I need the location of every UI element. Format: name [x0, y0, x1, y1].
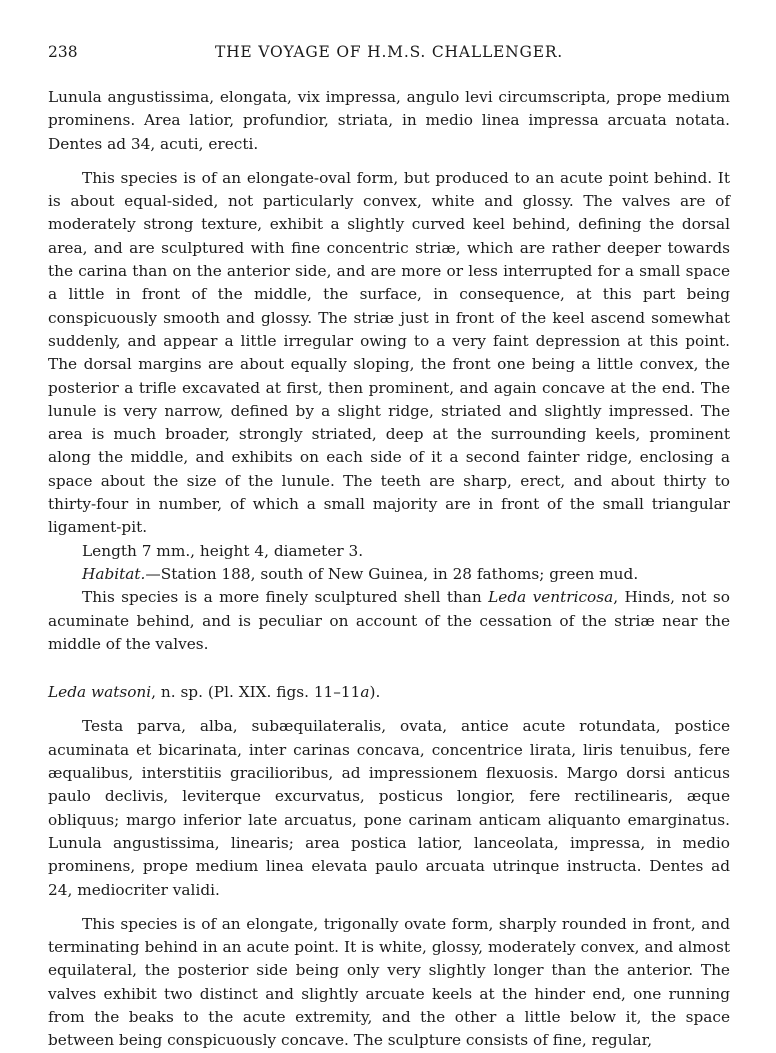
- habitat-label: Habitat.: [82, 564, 146, 583]
- species-name: Leda watsoni: [48, 683, 152, 702]
- running-title: THE VOYAGE OF H.M.S. CHALLENGER.: [214, 43, 564, 61]
- species-figure-letter: a: [360, 683, 370, 702]
- habitat-line: [48, 563, 730, 586]
- species-description-paragraph: This species is of an elongate-oval form, but produced to an acute point behind. It is about equal-sided, not particularly convex, white and glossy. The valves are of moderately strong texture, exhibit a slightly curved keel behind, defining the dorsal area, and are sculptured with fine concentric striæ, which are rather deeper towards the carina than on the anterior side, and are more or less interrupted for a small space a little in front of the middle, the surface, in consequence, at this part being conspicuously smooth and glossy. The striæ just in front of the keel ascend somewhat suddenly, and appear a little irregular owing to a very faint depression at this point. The dorsal margins are about equally sloping, the front one being a little convex, the posterior a trifle excavated at first, then prominent, and again concave at the end. The lunule is very narrow, defined by a slight ridge, striated and slightly impressed. The area is much broader, strongly striated, deep at the surrounding keels, prominent along the middle, and exhibits on each side of it a second fainter ridge, enclosing a space about the size of the lunule. The teeth are sharp, erect, and about thirty to thirty-four in number, of which a small majority are in front of the small triangular ligament-pit.: [48, 168, 730, 537]
- species-reference: , n. sp. (Pl. XIX. figs. 11–11: [151, 683, 361, 702]
- species-reference-end: ).: [369, 683, 381, 702]
- page-body: [48, 86, 730, 1053]
- document-page: [48, 0, 730, 1050]
- habitat-text: —Station 188, south of New Guinea, in 28 fathoms; green mud.: [145, 564, 639, 583]
- comparison-text-start: This species is a more finely sculptured shell than: [82, 588, 489, 607]
- species-heading: [48, 681, 730, 704]
- latin-diagnosis-paragraph: Testa parva, alba, subæquilateralis, ovata, antice acute rotundata, postice acuminata et bicarinata, inter carinas concava, concentrice lirata, liris tenuibus, fere æqualibus, interstitiis gracilioribus, ad impressionem flexuosis. Margo dorsi anticus paulo declivis, leviterque excurvatus, posticus longior, fere rectilinearis, æque obliquus; margo inferior late arcuatus, pone carinam anticam aliquanto emarginatus. Lunula angustissima, linearis; area postica latior, lanceolata, impressa, in medio prominens, prope medium linea elevata paulo arcuata utrinque instructa. Dentes ad 24, mediocriter validi.: [48, 717, 730, 899]
- compared-species-name: Leda ventricosa: [488, 588, 614, 607]
- page-header: [48, 43, 730, 65]
- comparison-text-end: , Hinds, not so acuminate behind, and is peculiar on account of the cessation of the striæ near the middle of the valves.: [48, 588, 730, 653]
- page-number: 238: [48, 43, 78, 61]
- second-description-paragraph: This species is of an elongate, trigonally ovate form, sharply rounded in front, and terminating behind in an acute point. It is white, glossy, moderately convex, and almost equilateral, the posterior side being only very slightly longer than the anterior. The valves exhibit two distinct and slightly arcuate keels at the hinder end, one running from the beaks to the acute extremity, and the other a little below it, the space between being conspicuously concave. The sculpture consists of fine, regular,: [48, 914, 730, 1050]
- comparison-paragraph: [48, 586, 730, 656]
- latin-description-continued: Lunula angustissima, elongata, vix impressa, angulo levi circumscripta, prope medium prominens. Area latior, profundior, striata, in medio linea impressa arcuata notata. Dentes ad 34, acuti, erecti.: [48, 88, 730, 153]
- measurements-line: Length 7 mm., height 4, diameter 3.: [82, 541, 364, 560]
